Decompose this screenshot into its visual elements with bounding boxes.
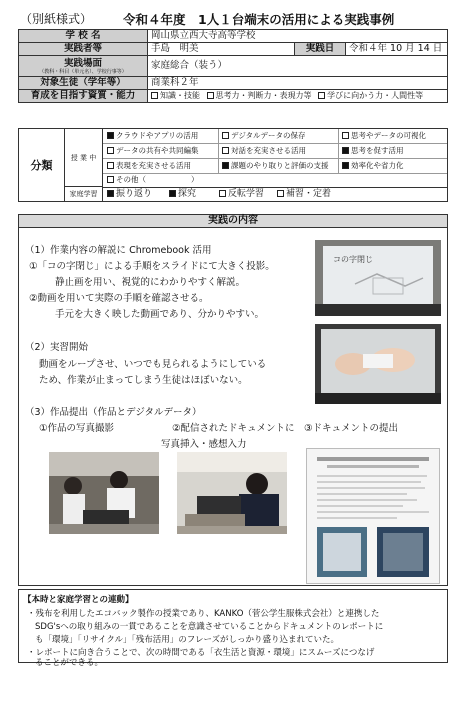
summary-box — [18, 589, 448, 668]
ability-option-attitude[interactable]: 学びに向かう力・人間性等 — [318, 91, 423, 100]
checkbox-icon — [107, 176, 114, 183]
document-title: 令和４年度 1人１台端末の活用による実践事例 — [123, 12, 395, 27]
checked-box-icon — [107, 190, 114, 197]
checked-box-icon — [342, 147, 349, 154]
slide-text: コの字閉じ — [333, 255, 373, 264]
lesson-option-label: 対話を充実させる活用 — [231, 146, 306, 155]
lesson-option[interactable] — [222, 129, 306, 143]
classification-label: 分類 — [19, 129, 65, 201]
checkbox-icon — [342, 132, 349, 139]
lesson-option[interactable] — [107, 144, 199, 158]
lesson-option[interactable] — [107, 173, 199, 187]
scene-note: （教科・科目（単元名）、学校行事等） — [39, 68, 127, 75]
ability-options — [148, 90, 448, 103]
checked-box-icon — [342, 162, 349, 169]
home-option[interactable] — [219, 187, 264, 201]
summary-line: SDG'sへの取り組みの一貫であることを意識させていることからドキュメントのレポートに — [35, 622, 384, 632]
content-title: 実践の内容 — [18, 214, 448, 228]
content-line: ため、作業が止まってしまう生徒はほぼいない。 — [39, 375, 248, 386]
form-tag: （別紙様式） — [20, 12, 93, 26]
content-area — [18, 228, 448, 586]
content-line: 写真挿入・感想入力 — [161, 439, 247, 450]
checkbox-icon — [318, 92, 325, 99]
summary-line: ることができる。 — [35, 658, 104, 668]
scene-label: 実践場面 — [63, 57, 102, 69]
date-label: 実践日 — [295, 43, 346, 56]
checkbox-icon — [151, 92, 158, 99]
lesson-option[interactable] — [222, 159, 329, 173]
lesson-option[interactable] — [342, 129, 426, 143]
summary-line: ・レポートに向き合うことで、次の時間である「衣生活と資源・環境」にスムーズにつなげ — [27, 648, 375, 658]
teacher-name: 手島 明美 — [148, 43, 295, 56]
practice-date: 令和４年 10 月 14 日 — [346, 43, 448, 56]
school-name: 岡山県立西大寺高等学校 — [148, 30, 448, 43]
lesson-option[interactable] — [107, 159, 191, 173]
home-option-label: 反転学習 — [228, 189, 265, 199]
content-line: 手元を大きく映した動画であり、分かりやすい。 — [55, 309, 265, 320]
scene-label-cell — [19, 56, 148, 77]
home-option[interactable] — [277, 187, 331, 201]
students-photo-1-image — [49, 452, 159, 534]
checkbox-icon — [207, 92, 214, 99]
home-option-label: 補習・定着 — [286, 189, 332, 199]
summary-line: ・残布を利用したエコバック製作の授業であり、KANKO（菅公学生服株式会社）と連携した — [27, 609, 380, 619]
home-label: 家庭学習 — [65, 187, 103, 201]
lesson-option-label: デジタルデータの保存 — [231, 131, 306, 140]
classification-grid — [18, 128, 448, 202]
lesson-option-label: 思考を促す活用 — [351, 146, 404, 155]
content-line: 動画をループさせ、いつでも見られるようにしている — [39, 359, 267, 370]
content-line: ①作品の写真撮影 — [39, 423, 115, 434]
checkbox-icon — [107, 162, 114, 169]
summary-title: 【本時と家庭学習との連動】 — [23, 595, 134, 605]
checkbox-icon — [107, 147, 114, 154]
document-screenshot-image — [307, 449, 439, 583]
content-line: 静止画を用い、視覚的にわかりやすく解説。 — [55, 277, 246, 288]
students-photo-2-image — [177, 452, 287, 534]
checked-box-icon — [169, 190, 176, 197]
ability-option-thinking[interactable]: 思考力・判断力・表現力等 — [207, 91, 312, 100]
school-label: 学 校 名 — [19, 30, 148, 43]
home-option-label: 探究 — [178, 189, 197, 199]
checkbox-icon — [222, 132, 229, 139]
checkbox-icon — [277, 190, 284, 197]
students-photo-2 — [177, 452, 287, 534]
lesson-option-label: 課題のやり取りと評価の支援 — [231, 161, 329, 170]
document-header — [20, 10, 450, 26]
lesson-option[interactable] — [342, 159, 404, 173]
checked-box-icon — [107, 132, 114, 139]
lesson-option-label: 思考やデータの可視化 — [351, 131, 426, 140]
scene-value: 家庭総合（装う） — [148, 56, 448, 77]
content-line: （3）作品提出（作品とデジタルデータ） — [25, 407, 202, 418]
checked-box-icon — [222, 162, 229, 169]
home-option[interactable] — [107, 187, 152, 201]
ability-option-knowledge[interactable]: 知識・技能 — [151, 91, 200, 100]
lesson-option-label: データの共有や共同編集 — [116, 146, 199, 155]
content-line: ②動画を用いて実際の手順を確認させる。 — [29, 293, 209, 304]
lesson-option-label: クラウドやアプリの活用 — [116, 131, 199, 140]
checkbox-icon — [219, 190, 226, 197]
slide-photo — [315, 240, 441, 316]
lesson-option[interactable] — [222, 144, 306, 158]
lesson-option-label: その他（ ） — [116, 175, 199, 184]
lesson-option-label: 表現を充実させる活用 — [116, 161, 191, 170]
content-line: ①「コの字閉じ」による手順をスライドにて大きく投影。 — [29, 261, 275, 272]
document-screenshot — [306, 448, 440, 584]
home-option-label: 振り返り — [116, 189, 153, 199]
lesson-option-label: 効率化や省力化 — [351, 161, 404, 170]
lesson-label: 授 業 中 — [65, 129, 103, 187]
content-line: （2）実習開始 — [25, 342, 89, 353]
target-label: 対象生徒（学年等） — [19, 77, 148, 90]
content-line: （1）作業内容の解説に Chromebook 活用 — [25, 245, 212, 256]
meta-table — [18, 29, 448, 103]
lesson-option[interactable] — [107, 129, 198, 143]
ability-label: 育成を目指す資質・能力 — [19, 90, 148, 103]
video-photo — [315, 324, 441, 404]
students-photo-1 — [49, 452, 159, 534]
video-photo-image — [315, 324, 441, 404]
teacher-label: 実践者等 — [19, 43, 148, 56]
target-value: 商業科２年 — [148, 77, 448, 90]
slide-photo-image — [315, 240, 441, 316]
checkbox-icon — [222, 147, 229, 154]
summary-line: も「環境」「リサイクル」「残布活用」のフレーズがしっかり盛り込まれていた。 — [35, 635, 340, 645]
lesson-option[interactable] — [342, 144, 404, 158]
home-option[interactable] — [169, 187, 196, 201]
content-line: ②配信されたドキュメントに ③ドキュメントの提出 — [172, 423, 399, 434]
